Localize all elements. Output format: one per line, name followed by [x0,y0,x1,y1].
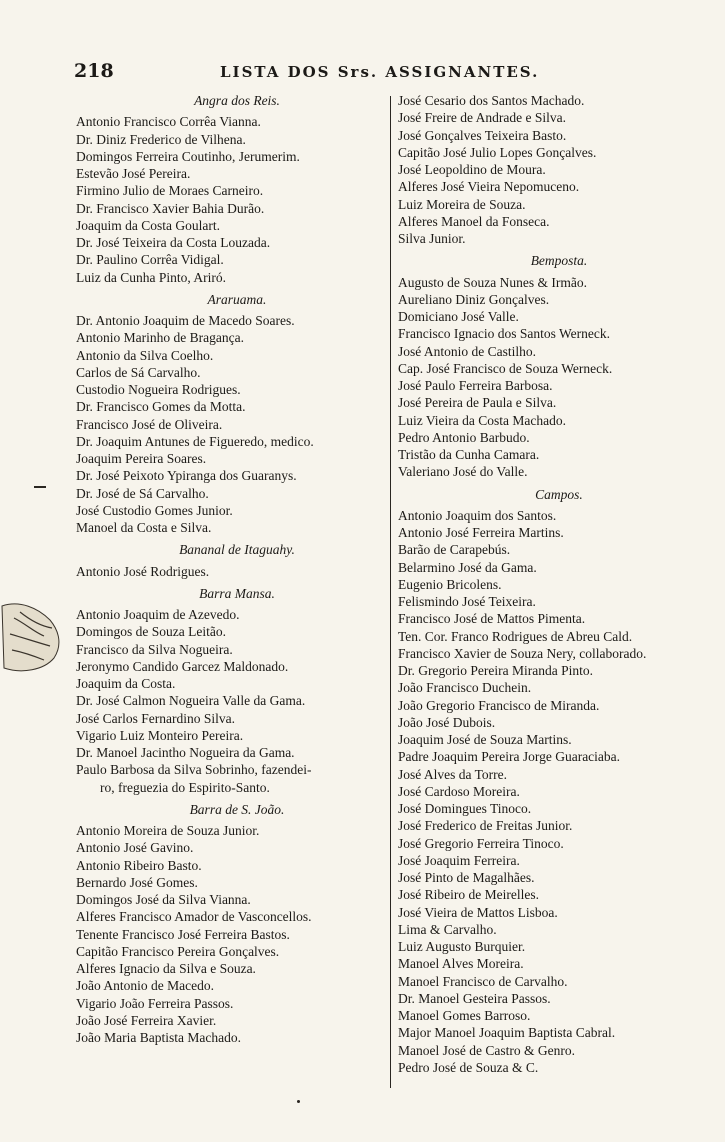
subscriber-entry: Dr. Manoel Jacintho Nogueira da Gama. [76,745,295,760]
subscriber-entry: Vigario João Ferreira Passos. [76,995,234,1011]
subscriber-entry: Francisco José de Mattos Pimenta. [398,611,586,627]
subscriber-entry: Manoel da Costa e Silva. [76,520,212,535]
subscriber-entry: Alferes José Vieira Nepomuceno. [398,179,580,195]
subscriber-entry: Barão de Carapebús. [398,542,511,558]
subscriber-entry: Jeronymo Candido Garcez Maldonado. [76,658,289,674]
subscriber-entry: Belarmino José da Gama. [398,559,537,575]
subscriber-entry: Capitão Francisco Pereira Gonçalves. [76,943,280,959]
subscriber-entry: Domingos José da Silva Vianna. [76,892,251,907]
subscriber-entry: José Alves da Torre. [398,766,508,782]
subscriber-entry: Antonio Moreira de Souza Junior. [76,823,260,838]
subscriber-entry: Domingos de Souza Leitão. [76,624,226,640]
subscriber-entry: José Antonio de Castilho. [398,343,536,359]
subscriber-entry: Manoel Francisco de Carvalho. [398,973,568,989]
subscriber-entry: Dr. José de Sá Carvalho. [76,485,209,501]
subscriber-entry: Ten. Cor. Franco Rodrigues de Abreu Cald. [398,628,633,644]
subscriber-entry: Augusto de Souza Nunes & Irmão. [398,274,587,290]
subscriber-entry: José Joaquim Ferreira. [398,852,520,868]
subscriber-entry: Luiz Vieira da Costa Machado. [398,412,567,428]
subscriber-entry: Antonio Joaquim dos Santos. [398,507,557,523]
subscriber-entry: Domingos Ferreira Coutinho, Jerumerim. [76,148,300,164]
subscriber-entry: Dr. Joaquim Antunes de Figueredo, medico. [76,433,314,449]
subscriber-entry: Capitão José Julio Lopes Gonçalves. [398,144,597,160]
subscriber-entry: Manoel Gomes Barroso. [398,1008,531,1023]
subscriber-entry: Estevão José Pereira. [76,166,191,181]
subscriber-entry: Dr. José Peixoto Ypiranga dos Guaranys. [76,468,297,484]
subscriber-entry: Felismindo José Teixeira. [398,594,536,609]
subscriber-entry: Lima & Carvalho. [398,921,497,937]
subscriber-entry: Custodio Nogueira Rodrigues. [76,382,241,397]
subscriber-entry: Valeriano José do Valle. [398,464,528,480]
page-number: 218 [74,60,114,82]
subscriber-entry: Manoel Alves Moreira. [398,956,524,972]
subscriber-entry: Pedro Antonio Barbudo. [398,429,530,445]
subscriber-entry: José Cardoso Moreira. [398,783,520,799]
subscriber-entry: Antonio Francisco Corrêa Vianna. [76,114,261,130]
section-heading: Bananal de Itaguahy. [179,542,295,558]
subscriber-entry: Antonio Joaquim de Azevedo. [76,607,240,622]
subscriber-entry: João Maria Baptista Machado. [76,1030,241,1045]
subscriber-entry: Antonio da Silva Coelho. [76,347,214,363]
subscriber-entry: Silva Junior. [398,231,466,246]
subscriber-entry: José Ribeiro de Meirelles. [398,887,539,903]
subscriber-entry: José Gregorio Ferreira Tinoco. [398,835,564,851]
section-heading: Campos. [535,486,583,502]
subscriber-entry: José Freire de Andrade e Silva. [398,110,566,126]
subscriber-entry: Francisco Ignacio dos Santos Werneck. [398,326,610,342]
subscriber-entry: José Pinto de Magalhães. [398,870,535,885]
subscriber-entry: Joaquim Pereira Soares. [76,451,207,466]
right-column [398,92,720,1092]
subscriber-entry: José Cesario dos Santos Machado. [398,93,585,108]
subscriber-entry: Alferes Francisco Amador de Vasconcellos. [76,909,312,925]
subscriber-entry: Joaquim da Costa Goulart. [76,217,220,233]
subscriber-entry: Tristão da Cunha Camara. [398,447,540,462]
subscriber-entry: José Frederico de Freitas Junior. [398,818,573,834]
subscriber-entry: Joaquim da Costa. [76,676,176,691]
subscriber-entry: ro, freguezia do Espirito-Santo. [100,779,270,795]
subscriber-entry: Padre Joaquim Pereira Jorge Guaraciaba. [398,749,621,765]
left-column [76,92,398,1092]
subscriber-entry: Bernardo José Gomes. [76,874,198,890]
subscriber-entry: José Carlos Fernardino Silva. [76,710,235,726]
subscriber-entry: Alferes Ignacio da Silva e Souza. [76,961,256,976]
subscriber-entry: João Gregorio Francisco de Miranda. [398,697,600,713]
subscriber-entry: Dr. Diniz Frederico de Vilhena. [76,131,246,147]
subscriber-entry: Francisco Xavier de Souza Nery, collaborado. [398,645,647,661]
subscriber-entry: José Custodio Gomes Junior. [76,502,233,518]
subscriber-entry: Dr. Gregorio Pereira Miranda Pinto. [398,663,593,678]
subscriber-entry: Dr. José Teixeira da Costa Louzada. [76,235,271,250]
subscriber-entry: Dr. Francisco Gomes da Motta. [76,399,246,415]
subscriber-entry: Eugenio Bricolens. [398,576,502,592]
running-title: LISTA DOS Srs. ASSIGNANTES. [220,63,540,81]
subscriber-entry: Tenente Francisco José Ferreira Bastos. [76,926,290,942]
subscriber-entry: Dr. José Calmon Nogueira Valle da Gama. [76,693,306,709]
subscriber-entry: José Paulo Ferreira Barbosa. [398,378,553,393]
subscriber-entry: Joaquim José de Souza Martins. [398,732,572,747]
section-heading: Araruama. [207,291,267,307]
subscriber-entry: José Domingues Tinoco. [398,801,532,816]
subscriber-entry: José Leopoldino de Moura. [398,162,546,177]
subscriber-entry: Manoel José de Castro & Genro. [398,1042,575,1058]
subscriber-entry: Pedro José de Souza & C. [398,1059,539,1075]
page-edge-damage-mark [0,598,64,676]
subscriber-entry: José Vieira de Mattos Lisboa. [398,904,558,920]
subscriber-entry: Vigario Luiz Monteiro Pereira. [76,727,244,743]
margin-pencil-mark [34,486,46,488]
subscriber-entry: Antonio José Ferreira Martins. [398,525,564,540]
subscriber-entry: Luiz Augusto Burquier. [398,939,526,954]
subscriber-entry: Firmino Julio de Moraes Carneiro. [76,183,264,199]
subscriber-entry: Francisco da Silva Nogueira. [76,641,233,657]
subscriber-entry: José Pereira de Paula e Silva. [398,395,557,411]
subscriber-entry: Dr. Antonio Joaquim de Macedo Soares. [76,313,295,328]
subscriber-entry: Carlos de Sá Carvalho. [76,364,201,380]
section-heading: Barra Mansa. [199,585,275,601]
subscriber-entry: Alferes Manoel da Fonseca. [398,213,550,229]
subscriber-entry: João Francisco Duchein. [398,680,532,696]
subscriber-entry: Luiz da Cunha Pinto, Ariró. [76,269,226,285]
subscriber-entry: Francisco José de Oliveira. [76,416,223,432]
subscriber-entry: Dr. Manoel Gesteira Passos. [398,990,551,1006]
subscriber-entry: Major Manoel Joaquim Baptista Cabral. [398,1025,616,1041]
subscriber-entry: Aureliano Diniz Gonçalves. [398,291,550,307]
subscriber-entry: Antonio Marinho de Bragança. [76,330,244,346]
subscriber-entry: João José Dubois. [398,714,496,730]
subscriber-entry: João Antonio de Macedo. [76,978,214,994]
column-divider [390,96,391,1088]
subscriber-entry: Antonio Ribeiro Basto. [76,857,202,873]
subscriber-entry: Cap. José Francisco de Souza Werneck. [398,360,613,376]
page-header [70,60,710,84]
section-heading: Barra de S. João. [189,801,285,817]
subscriber-entry: José Gonçalves Teixeira Basto. [398,127,567,143]
subscriber-entry: Antonio José Gavino. [76,840,194,856]
subscriber-entry: Luiz Moreira de Souza. [398,196,526,212]
section-heading: Bemposta. [530,253,588,269]
footer-dot [297,1100,300,1103]
subscriber-entry: Dr. Francisco Xavier Bahia Durão. [76,200,265,216]
subscriber-entry: Antonio José Rodrigues. [76,563,210,579]
subscriber-entry: Dr. Paulino Corrêa Vidigal. [76,252,224,268]
subscriber-entry: Paulo Barbosa da Silva Sobrinho, fazendei- [76,762,312,778]
subscriber-entry: João José Ferreira Xavier. [76,1012,217,1028]
section-heading: Angra dos Reis. [194,93,280,108]
subscriber-entry: Domiciano José Valle. [398,309,519,324]
